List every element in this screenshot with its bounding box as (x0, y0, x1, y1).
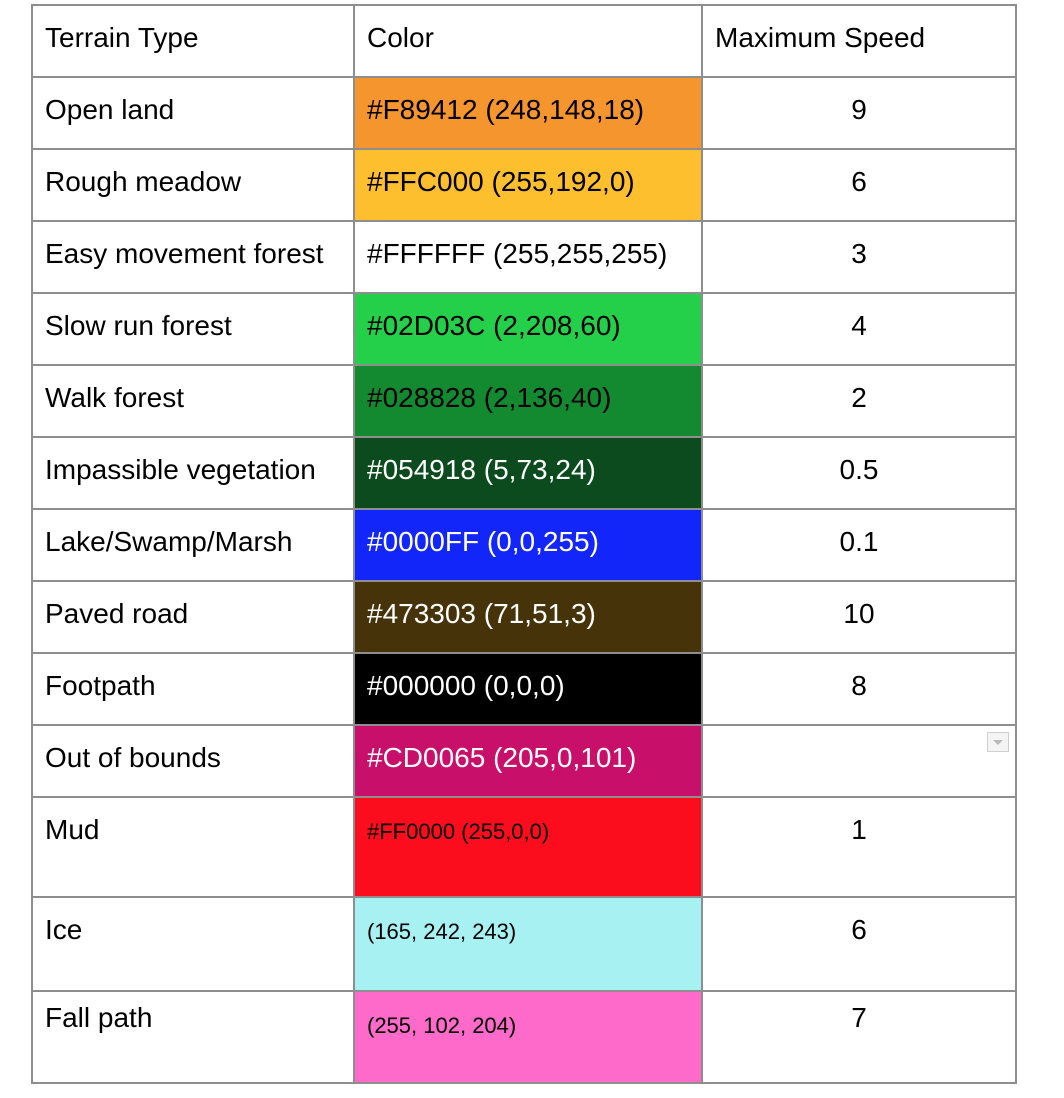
table-row (32, 653, 1016, 725)
terrain-cell[interactable]: Ice (32, 897, 354, 991)
table-row (32, 437, 1016, 509)
table-row (32, 293, 1016, 365)
table-row (32, 149, 1016, 221)
table-row (32, 725, 1016, 797)
color-cell[interactable]: #000000 (0,0,0) (354, 653, 702, 725)
table-row (32, 897, 1016, 991)
table-row (32, 365, 1016, 437)
speed-cell[interactable]: 10 (702, 581, 1016, 653)
table-row (32, 221, 1016, 293)
terrain-cell[interactable]: Mud (32, 797, 354, 897)
terrain-cell[interactable]: Slow run forest (32, 293, 354, 365)
color-cell[interactable]: (255, 102, 204) (354, 991, 702, 1083)
terrain-cell[interactable]: Footpath (32, 653, 354, 725)
speed-cell[interactable]: 1 (702, 797, 1016, 897)
speed-cell[interactable]: 4 (702, 293, 1016, 365)
color-cell[interactable]: #FFC000 (255,192,0) (354, 149, 702, 221)
color-cell[interactable]: (165, 242, 243) (354, 897, 702, 991)
table-row (32, 509, 1016, 581)
color-cell[interactable]: #054918 (5,73,24) (354, 437, 702, 509)
dropdown-arrow-icon[interactable] (987, 732, 1009, 752)
header-terrain-type[interactable]: Terrain Type (32, 5, 354, 77)
terrain-cell[interactable]: Lake/Swamp/Marsh (32, 509, 354, 581)
speed-cell[interactable]: 9 (702, 77, 1016, 149)
speed-cell[interactable]: 0.1 (702, 509, 1016, 581)
speed-cell[interactable]: 8 (702, 653, 1016, 725)
color-cell[interactable]: #CD0065 (205,0,101) (354, 725, 702, 797)
color-cell[interactable]: #473303 (71,51,3) (354, 581, 702, 653)
color-cell[interactable]: #028828 (2,136,40) (354, 365, 702, 437)
header-row (32, 5, 1016, 77)
terrain-cell[interactable]: Rough meadow (32, 149, 354, 221)
terrain-cell[interactable]: Impassible vegetation (32, 437, 354, 509)
color-cell[interactable]: #FF0000 (255,0,0) (354, 797, 702, 897)
color-cell[interactable]: #F89412 (248,148,18) (354, 77, 702, 149)
speed-cell[interactable]: 6 (702, 149, 1016, 221)
header-color[interactable]: Color (354, 5, 702, 77)
speed-cell[interactable]: 2 (702, 365, 1016, 437)
speed-cell[interactable]: 7 (702, 991, 1016, 1083)
table-row (32, 581, 1016, 653)
color-cell[interactable]: #FFFFFF (255,255,255) (354, 221, 702, 293)
terrain-cell[interactable]: Open land (32, 77, 354, 149)
speed-cell[interactable]: 3 (702, 221, 1016, 293)
header-maximum-speed[interactable]: Maximum Speed (702, 5, 1016, 77)
terrain-cell[interactable]: Easy movement forest (32, 221, 354, 293)
terrain-cell[interactable]: Paved road (32, 581, 354, 653)
speed-cell[interactable]: 6 (702, 897, 1016, 991)
table-row (32, 797, 1016, 897)
table-row (32, 991, 1016, 1083)
color-cell[interactable]: #0000FF (0,0,255) (354, 509, 702, 581)
speed-cell[interactable]: 0.5 (702, 437, 1016, 509)
color-cell[interactable]: #02D03C (2,208,60) (354, 293, 702, 365)
speed-cell[interactable] (702, 725, 1016, 797)
terrain-cell[interactable]: Out of bounds (32, 725, 354, 797)
terrain-color-table (31, 4, 1017, 1084)
terrain-cell[interactable]: Walk forest (32, 365, 354, 437)
terrain-cell[interactable]: Fall path (32, 991, 354, 1083)
table-row (32, 77, 1016, 149)
